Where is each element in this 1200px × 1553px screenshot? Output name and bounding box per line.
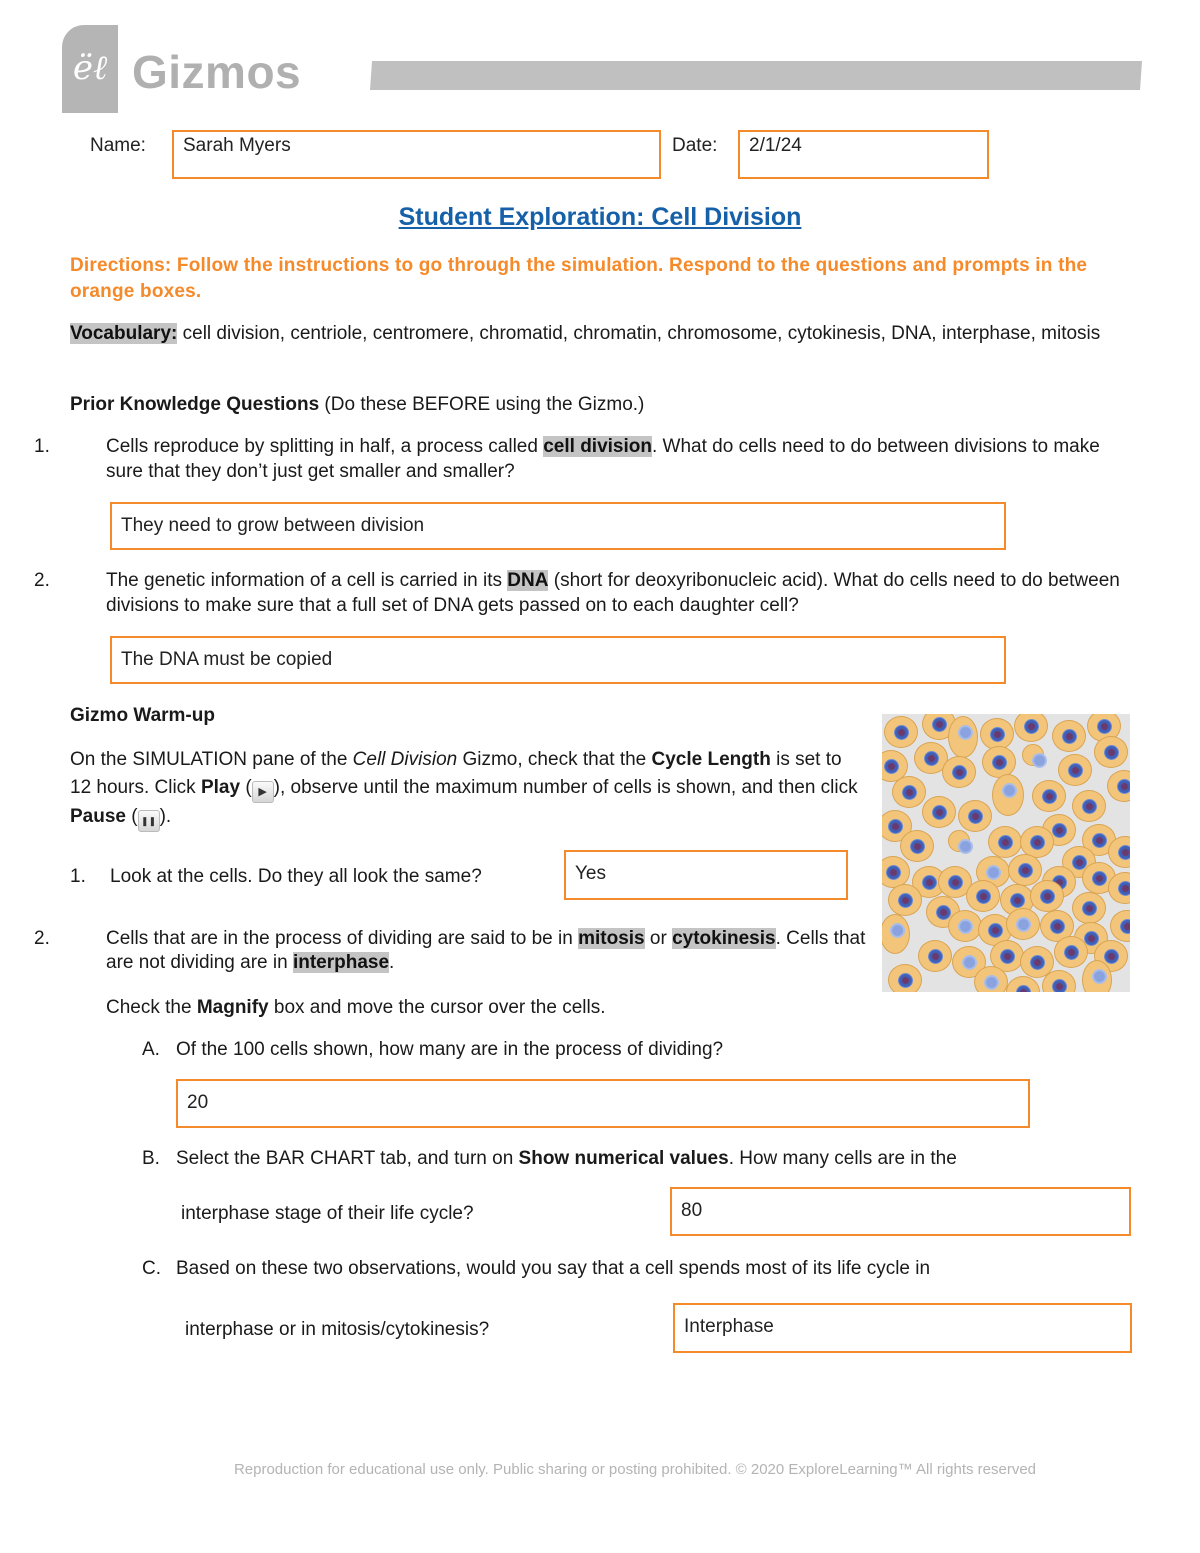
vocabulary-terms: cell division, centriole, centromere, chromatid, chromatin, chromosome, cytokinesis, DNA, interphase, mitosis bbox=[177, 323, 1101, 344]
page-title: Student Exploration: Cell Division bbox=[398, 203, 802, 231]
intro-text: Gizmo, check that the bbox=[457, 749, 652, 770]
question-text: Based on these two observations, would you say that a cell spends most of its life cycle in bbox=[176, 1258, 931, 1279]
warmup-question-1 bbox=[70, 864, 550, 889]
prior-knowledge-note: (Do these BEFORE using the Gizmo.) bbox=[319, 394, 645, 415]
directions-text: Directions: Follow the instructions to go through the simulation. Respond to the questions and prompts in the orange boxes. bbox=[70, 255, 1088, 302]
question-text: Select the BAR CHART tab, and turn on bbox=[176, 1148, 519, 1169]
subquestion-letter: A. bbox=[142, 1039, 160, 1060]
answer-box-prior-2[interactable] bbox=[110, 636, 1006, 684]
magnify-instruction bbox=[106, 995, 806, 1020]
prior-question-2 bbox=[34, 568, 1166, 618]
footer-copyright: Reproduction for educational use only. Public sharing or posting prohibited. © 2020 ExploreLearning™ All rights reserved bbox=[233, 1461, 1037, 1478]
intro-text: ( bbox=[240, 776, 252, 798]
name-value: Sarah Myers bbox=[183, 135, 291, 156]
intro-text: is set to 12 hours. Click bbox=[70, 749, 842, 798]
answer-box-prior-1[interactable] bbox=[110, 502, 1006, 550]
question-number: 2. bbox=[34, 928, 50, 949]
answer-text: 20 bbox=[187, 1092, 209, 1113]
vocabulary-label: Vocabulary: bbox=[70, 323, 178, 344]
question-text: Cells reproduce by splitting in half, a process called bbox=[106, 436, 544, 457]
cycle-length-term: Cycle Length bbox=[651, 749, 771, 770]
question-text: . bbox=[389, 952, 395, 973]
warmup-intro bbox=[70, 746, 860, 832]
date-value: 2/1/24 bbox=[749, 135, 802, 156]
intro-text: ). bbox=[159, 805, 172, 827]
question-text: or bbox=[644, 928, 673, 949]
subquestion-c bbox=[142, 1256, 1122, 1281]
subquestion-letter: C. bbox=[142, 1258, 161, 1279]
answer-box-2c[interactable] bbox=[673, 1303, 1132, 1353]
answer-box-2b[interactable] bbox=[670, 1187, 1131, 1236]
question-text: . Cells that are not dividing are in bbox=[106, 928, 866, 973]
instruction-text: Check the bbox=[106, 997, 197, 1018]
answer-box-2a[interactable] bbox=[176, 1079, 1030, 1128]
prior-question-1 bbox=[34, 434, 1116, 484]
question-number: 1. bbox=[34, 436, 50, 457]
name-field[interactable] bbox=[172, 130, 661, 179]
subquestion-b bbox=[142, 1146, 1122, 1171]
answer-text: Interphase bbox=[684, 1316, 774, 1337]
question-text: Of the 100 cells shown, how many are in the process of dividing? bbox=[176, 1039, 724, 1060]
subquestion-c-line2: interphase or in mitosis/cytokinesis? bbox=[185, 1319, 490, 1340]
answer-text: They need to grow between division bbox=[121, 515, 425, 536]
gizmo-name: Cell Division bbox=[352, 749, 458, 770]
term-highlight: DNA bbox=[507, 570, 549, 591]
question-number: 2. bbox=[34, 570, 50, 591]
intro-text: On the SIMULATION pane of the bbox=[70, 749, 353, 770]
date-field[interactable] bbox=[738, 130, 989, 179]
subquestion-letter: B. bbox=[142, 1148, 160, 1169]
warmup-heading: Gizmo Warm-up bbox=[70, 705, 215, 726]
question-text: Look at the cells. Do they all look the same? bbox=[110, 866, 482, 887]
question-text: The genetic information of a cell is carried in its bbox=[106, 570, 508, 591]
question-text: Cells that are in the process of dividing are said to be in bbox=[106, 928, 579, 949]
intro-text: ( bbox=[125, 805, 138, 827]
answer-box-warmup-1[interactable] bbox=[564, 850, 848, 900]
question-number: 1. bbox=[70, 866, 86, 887]
intro-text: ), observe until the maximum number of cells is shown, and then click bbox=[273, 776, 858, 798]
show-numerical-values-term: Show numerical values bbox=[518, 1148, 729, 1169]
prior-knowledge-title: Prior Knowledge Questions bbox=[70, 394, 320, 415]
prior-knowledge-heading bbox=[70, 392, 1130, 417]
answer-text: Yes bbox=[575, 863, 606, 884]
answer-text: The DNA must be copied bbox=[121, 649, 333, 670]
play-icon: ▶ bbox=[252, 781, 274, 803]
pause-term: Pause bbox=[70, 805, 126, 827]
header-banner-bar bbox=[370, 61, 1142, 90]
cells-simulation-image bbox=[882, 714, 1130, 992]
play-term: Play bbox=[200, 776, 241, 798]
subquestion-b-line2: interphase stage of their life cycle? bbox=[181, 1203, 474, 1224]
name-label: Name: bbox=[90, 135, 146, 156]
answer-text: 80 bbox=[681, 1200, 703, 1221]
vocabulary bbox=[70, 321, 1130, 346]
pause-icon: ❚❚ bbox=[138, 810, 160, 832]
term-highlight: mitosis bbox=[578, 928, 645, 949]
brand-name: Gizmos bbox=[132, 46, 302, 98]
magnify-term: Magnify bbox=[196, 997, 269, 1018]
logo-glyph-icon: ëℓ bbox=[72, 48, 108, 88]
question-text: . What do cells need to do between divisions to make sure that they don’t just get smaller and smaller? bbox=[106, 436, 1100, 482]
term-highlight: interphase bbox=[292, 952, 390, 973]
question-text: (short for deoxyribonucleic acid). What do cells need to do between divisions to make sure that a full set of DNA gets passed on to each daughter cell? bbox=[106, 570, 1120, 616]
term-highlight: cell division bbox=[543, 436, 652, 457]
instruction-text: box and move the cursor over the cells. bbox=[268, 997, 606, 1018]
term-highlight: cytokinesis bbox=[672, 928, 776, 949]
question-text: . How many cells are in the bbox=[728, 1148, 957, 1169]
subquestion-a bbox=[142, 1037, 1042, 1062]
date-label: Date: bbox=[672, 135, 718, 156]
warmup-question-2 bbox=[34, 927, 866, 975]
